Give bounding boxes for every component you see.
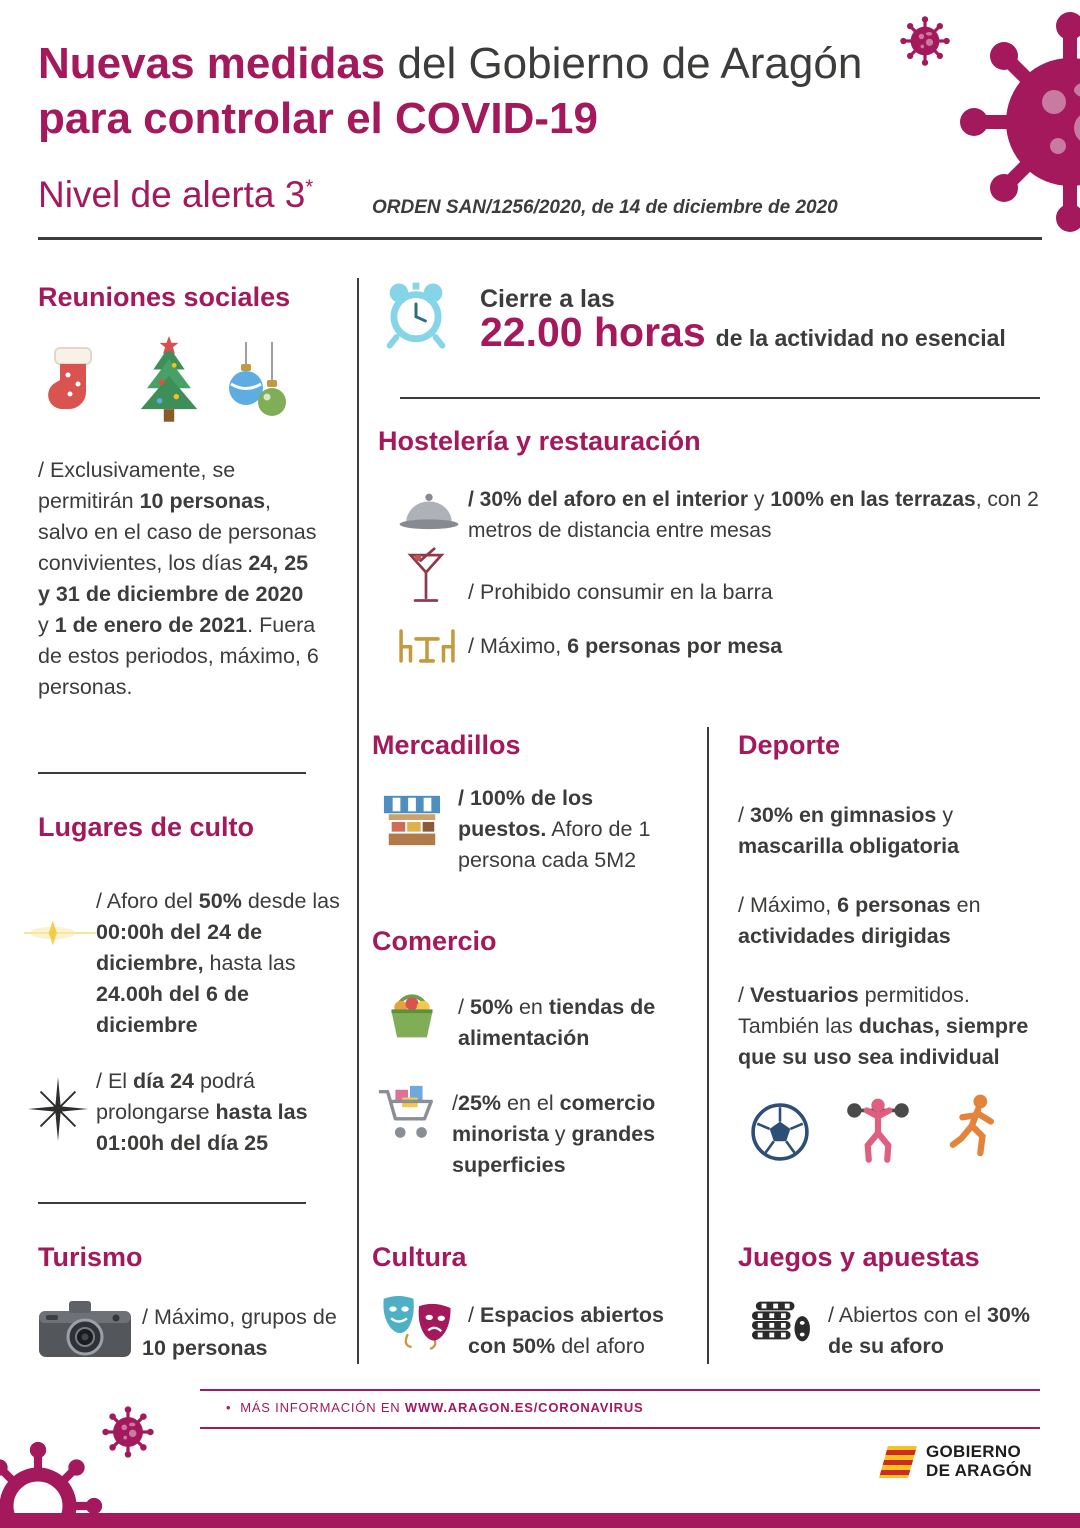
logo-line-2: DE ARAGÓN — [926, 1460, 1032, 1480]
camera-icon — [36, 1295, 134, 1361]
coronavirus-icon-large — [950, 2, 1080, 242]
section-title-mercadillos: Mercadillos — [372, 730, 521, 760]
text-run-bold: Vestuarios — [749, 983, 859, 1007]
closure-time: 22.00 horas — [480, 309, 706, 355]
section-title-cultura: Cultura — [372, 1242, 467, 1272]
reuniones-text — [38, 455, 320, 703]
text-run-bold: 25% — [457, 1091, 502, 1115]
cultura-item — [468, 1300, 698, 1362]
text-run: / Máximo, grupos de — [142, 1305, 337, 1329]
text-run-bold: 6 personas — [837, 893, 951, 917]
text-run: . Fuera de estos periodos, máximo, 6 personas. — [38, 613, 319, 699]
closure-suffix: de la actividad no esencial — [715, 325, 1006, 351]
cocktail-glass-icon — [406, 545, 446, 607]
left-column-divider — [38, 772, 306, 774]
bottom-accent-bar — [0, 1513, 1080, 1528]
text-run: , salvo en el caso de personas convivientes, los días — [38, 489, 317, 575]
text-run-bold: grandes superficies — [452, 1122, 656, 1177]
section-title-reuniones: Reuniones sociales — [38, 282, 291, 312]
text-run: / — [468, 1303, 480, 1327]
christmas-baubles-icon — [224, 342, 290, 430]
text-run: / — [452, 1091, 458, 1115]
footer-divider-top — [200, 1389, 1040, 1391]
text-run: / — [458, 995, 470, 1019]
page-title — [38, 36, 878, 147]
text-run: Aforo de 1 persona cada 5M2 — [458, 817, 651, 872]
text-run: y — [548, 1122, 572, 1146]
deporte-item-3 — [738, 980, 1048, 1073]
text-run-bold: 10 personas — [139, 489, 266, 513]
coronavirus-icon-footer-small — [100, 1404, 156, 1460]
text-run: en el — [501, 1091, 560, 1115]
government-logo — [926, 1443, 1032, 1480]
food-basket-icon — [384, 986, 440, 1042]
text-run: en — [950, 893, 981, 917]
text-run-bold: 00:00h del 24 de diciembre, — [96, 920, 263, 975]
text-run-bold: 50% — [198, 889, 242, 913]
order-reference: ORDEN SAN/1256/2020, de 14 de diciembre de 2020 — [372, 197, 838, 218]
text-run: / Abiertos con el — [828, 1303, 987, 1327]
hosteleria-item-3 — [468, 631, 1028, 662]
logo-line-1: GOBIERNO — [926, 1442, 1021, 1461]
christmas-stocking-icon — [42, 342, 102, 426]
text-run-bold: 30% en gimnasios — [749, 803, 937, 827]
alert-level-label: Nivel de alerta 3 — [38, 174, 306, 215]
comercio-item-2 — [452, 1088, 702, 1181]
text-run: , con 2 metros de distancia entre mesas — [468, 488, 1039, 542]
title-plain-segment: del Gobierno de Aragón — [385, 39, 863, 88]
alarm-clock-icon — [382, 279, 450, 351]
mercadillos-item — [458, 783, 673, 876]
header-divider — [38, 237, 1042, 240]
footer-divider-bottom — [200, 1427, 1040, 1429]
section-title-hosteleria: Hostelería y restauración — [378, 426, 701, 456]
casino-chips-icon — [748, 1292, 812, 1350]
christmas-tree-icon — [132, 336, 206, 428]
footer-info — [226, 1400, 644, 1415]
deporte-item-1 — [738, 800, 1038, 862]
text-run-bold: hasta las 01:00h del día 25 — [96, 1100, 308, 1155]
text-run-bold: / 30% del aforo en el interior — [468, 488, 749, 511]
text-run-bold: 100% en las terrazas — [770, 488, 976, 511]
text-run: / Exclusivamente, se permitirán — [38, 458, 236, 513]
weightlifter-icon — [842, 1094, 914, 1170]
text-run: podrá prolongarse — [96, 1069, 255, 1124]
bullet-icon: • — [226, 1400, 232, 1415]
title-accent-segment: para controlar el COVID-19 — [38, 94, 598, 144]
alert-level — [38, 174, 313, 216]
text-run-bold: comercio minorista — [452, 1091, 656, 1146]
deporte-item-2 — [738, 890, 1043, 952]
text-run: / — [738, 803, 750, 827]
text-run-bold: 24, 25 y 31 de diciembre de 2020 — [38, 551, 309, 606]
text-run: y — [38, 613, 55, 637]
left-column-divider — [38, 1202, 306, 1204]
section-title-culto: Lugares de culto — [38, 812, 255, 842]
text-run-bold: tiendas de alimentación — [458, 995, 656, 1050]
runner-icon — [944, 1092, 1004, 1170]
candle-glow-icon — [22, 915, 98, 951]
turismo-item — [142, 1302, 342, 1364]
text-run-bold: 30% de su aforo — [828, 1303, 1030, 1358]
market-stall-icon — [382, 792, 442, 850]
text-run: y — [936, 803, 954, 827]
text-run: desde las — [241, 889, 340, 913]
section-title-juegos: Juegos y apuestas — [738, 1242, 980, 1272]
text-run-bold: día 24 — [133, 1069, 194, 1093]
text-run: hasta las — [203, 951, 296, 975]
column-divider-left — [357, 278, 359, 1364]
text-run-bold: 50% — [469, 995, 513, 1019]
text-run: / Máximo, — [738, 893, 838, 917]
table-and-chairs-icon — [394, 627, 460, 665]
text-run-bold: 6 personas por mesa — [567, 634, 783, 658]
text-run: del aforo — [555, 1334, 645, 1358]
text-run: en — [513, 995, 549, 1019]
text-run: / El — [96, 1069, 134, 1093]
alert-note-mark: * — [305, 176, 314, 199]
text-run-bold: / 100% de los puestos. — [458, 786, 594, 841]
text-run-bold: 1 de enero de 2021 — [54, 613, 248, 637]
shopping-cart-icon — [376, 1083, 440, 1145]
column-divider-right — [707, 727, 709, 1364]
section-title-turismo: Turismo — [38, 1242, 143, 1272]
text-run: / Máximo, — [468, 634, 568, 658]
text-run-bold: actividades dirigidas — [738, 924, 951, 948]
hosteleria-item-1 — [468, 484, 1053, 546]
text-run: / — [738, 983, 750, 1007]
soccer-ball-icon — [750, 1102, 810, 1162]
sparkle-star-icon — [26, 1075, 90, 1143]
footer-info-url[interactable]: WWW.ARAGON.ES/CORONAVIRUS — [404, 1400, 644, 1415]
juegos-item — [828, 1300, 1043, 1362]
serving-cloche-icon — [398, 489, 460, 535]
text-run-bold: Espacios abiertos con 50% — [468, 1303, 664, 1358]
section-title-comercio: Comercio — [372, 926, 497, 956]
text-run-bold: mascarilla obligatoria — [738, 834, 960, 858]
text-run-bold: 24.00h del 6 de diciembre — [96, 982, 249, 1037]
coronavirus-icon-small — [898, 14, 952, 68]
closure-heading: Cierre a las — [480, 285, 615, 313]
text-run: permitidos. También las — [738, 983, 970, 1038]
theater-masks-icon — [380, 1292, 458, 1352]
text-run: y — [748, 488, 771, 511]
closure-divider — [400, 397, 1040, 399]
text-run-bold: duchas, siempre que su uso sea individual — [738, 1014, 1029, 1069]
closure-detail — [480, 309, 1045, 356]
culto-item-1 — [96, 886, 346, 1041]
footer-info-prefix: MÁS INFORMACIÓN EN — [240, 1400, 405, 1415]
aragon-flag-icon — [876, 1444, 920, 1480]
title-accent-segment: Nuevas medidas — [38, 39, 386, 88]
hosteleria-item-2: / Prohibido consumir en la barra — [468, 580, 773, 604]
culto-item-2 — [96, 1066, 341, 1159]
comercio-item-1 — [458, 992, 698, 1054]
text-run: / Aforo del — [96, 889, 199, 913]
text-run-bold: 10 personas — [142, 1336, 268, 1360]
section-title-deporte: Deporte — [738, 730, 841, 760]
